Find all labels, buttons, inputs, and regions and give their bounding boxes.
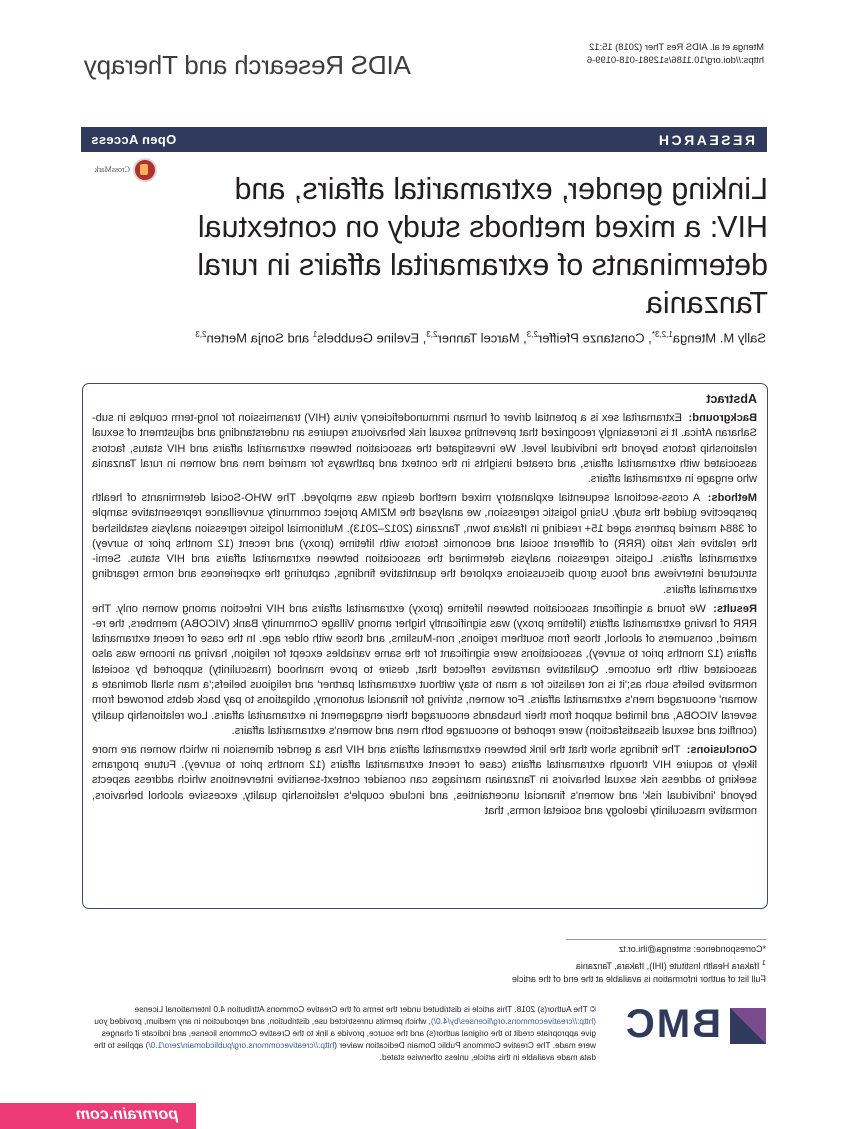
bmc-logo <box>616 1002 766 1048</box>
abstract-results <box>92 602 757 740</box>
article-title: Linking gender, extramarital affairs, and HIV: a mixed methods study on contextual determinants of extramarital affairs in rural Tanzania <box>197 172 768 320</box>
author-name[interactable]: , Marcel Tanner <box>437 330 527 346</box>
author-affil: 1 <box>312 330 318 339</box>
affiliation-note: $^1$ Ifakara Health Institute (IHI), Ifakara, Tanzania <box>575 958 766 971</box>
crossmark-badge[interactable] <box>82 158 157 184</box>
footnotes <box>86 943 766 986</box>
methods-label: Methods: <box>707 491 757 504</box>
author-name[interactable]: Sally M. Mtenga <box>672 330 766 346</box>
author-affil: 2,3 <box>426 330 438 339</box>
journal-name: AIDS Research and Therapy <box>84 50 411 80</box>
crossmark-label: CrossMark <box>94 165 130 174</box>
citation-line: Mtenga et al. AIDS Res Ther (2018) 15:12 <box>589 41 764 52</box>
methods-text: A cross-sectional sequential explanatory mixed method design was employed. The WHO-Social determinants of health perspective guided the study. Using logistic regression, we analysed the MZIMA project community surveillance representative sample of 3884 married partners aged 15+ residing in Ifakara town, Tanzania (2012–2013). Multinomial logistic regression analysis established the relative risk ratio (RRR) of different social and economic factors with lifetime (proxy) and recent (12 months prior to survey) extramarital affairs. Logistic regression analysis determined the association between extramarital affairs and HIV status. Semi-structured interviews and focus group discussions explored the quantitative findings, capturing the experiences and norms regarding extramarital affairs. <box>92 491 757 596</box>
crossmark-icon <box>133 158 157 182</box>
author-name[interactable]: and Sonja Merten <box>206 330 313 346</box>
bmc-logo-text: BMC <box>623 1002 721 1046</box>
section-banner <box>81 127 767 152</box>
conclusions-text: The findings show that the link between extramarital affairs and HIV has a gender dimension in which women are more likely to acquire HIV through extramarital affairs (case of recent extramarital affairs (12 months prior to survey). Future programs seeking to address risk sexual behaviors in Tanzanian marriages can consider context-sensitive interventions which address aspects beyond 'individual risk' and women's financial uncertainties, and include couple's relationship quality, excessive alcohol behaviors, normative masculinity ideology and societal norms, that <box>92 743 757 817</box>
license-link[interactable]: (http://creativecommons.org/licenses/by/4.0/) <box>430 1016 596 1026</box>
citation <box>587 40 764 66</box>
open-access-label: Open Access <box>91 132 177 147</box>
author-list <box>126 330 766 345</box>
open-access-tab <box>81 127 261 152</box>
background-text: Extramarital sex is a potential driver of human immunodeficiency virus (HIV) transmission for long-term couples in sub-Saharan Africa. It is increasingly recognized that preventing sexual risk behaviours requires an understanding and adjustment of sexual relationship factors beyond the individual level. We investigated the association between extramarital affairs and HIV status, factors associated with extramarital affairs, and created insights in the context and pathways for married men and women in rural Tanzania who engage in extramarital affairs. <box>92 412 757 486</box>
author-affil: 1,2,3* <box>651 330 673 339</box>
watermark-banner <box>0 1103 196 1129</box>
abstract-heading: Abstract <box>706 392 757 406</box>
author-affil: 2,3 <box>195 330 207 339</box>
abstract-conclusions <box>92 743 757 819</box>
author-affil: 2,3 <box>526 330 538 339</box>
section-label: RESEARCH <box>656 132 755 148</box>
bmc-logo-triangle <box>730 1008 766 1044</box>
abstract-background <box>92 411 757 487</box>
abstract-methods <box>92 491 757 598</box>
results-text: We found a significant association between lifetime (proxy) extramarital affairs and HIV infection among women only. The RRR of having extramarital affairs (lifetime proxy) was significantly higher among Village Community Bank (VICOBA) members, the re-married, consumers of alcohol, those from southern regions, non-Muslims, and those with older age. In the case of recent extramarital affairs (12 months prior to survey), associations were significant for the same variables except for religion, having an income was also associated with the outcome. Qualitative narratives reflected that, desire to prove manhood (masculinity) supported by societal normative beliefs such as;'it is not realistic for a man to stay without extramarital partner' and religious beliefs;'a man shall dominate a woman' encouraged men's extramarital affairs. For women, striving for financial autonomy, obligations to pay back debts borrowed from several VICOBA, and limited support from their husbands encouraged their engagement in extramarital affairs. Low relationship quality (conflict and sexual dissatisfaction) were reported to encourage both men and women's extramarital affairs. <box>92 602 757 737</box>
background-label: Background: <box>688 412 757 424</box>
footnote-divider <box>566 939 766 940</box>
license-notice: © The Author(s) 2018. This article is distributed under the terms of the Creative Commons Attribution 4.0 International License (http://creativecommons.org/licenses/by/4.0/), which permits unrestricted use, distribution, and reproduction in any medium, provided you give appropriate credit to the original author(s) and the source, provide a link to the Creative Commons license, and indicate if changes were made. The Creative Commons Public Domain Dedication waiver (http://creativecommons.org/publicdomain/zero/1.0/) applies to the data made available in this article, unless otherwise stated. <box>93 1004 596 1062</box>
results-label: Results: <box>713 602 757 615</box>
doi-link[interactable]: https://doi.org/10.1186/s12981-018-0199-6 <box>586 54 764 65</box>
author-name[interactable]: , Constanze Pfeiffer <box>537 330 652 346</box>
conclusions-label: Conclusions: <box>686 743 757 756</box>
watermark-text: pornrain.com <box>75 1106 178 1123</box>
correspondence-note[interactable]: *Correspondence: smtenga@ihi.or.tz <box>618 944 766 954</box>
author-info-note: Full list of author information is available at the end of the article <box>511 974 766 984</box>
author-name[interactable]: , Eveline Geubbels <box>317 330 427 346</box>
abstract-box <box>82 383 768 909</box>
cc0-link[interactable]: http://creativecommons.org/publicdomain/zero/1.0/ <box>148 1040 335 1050</box>
